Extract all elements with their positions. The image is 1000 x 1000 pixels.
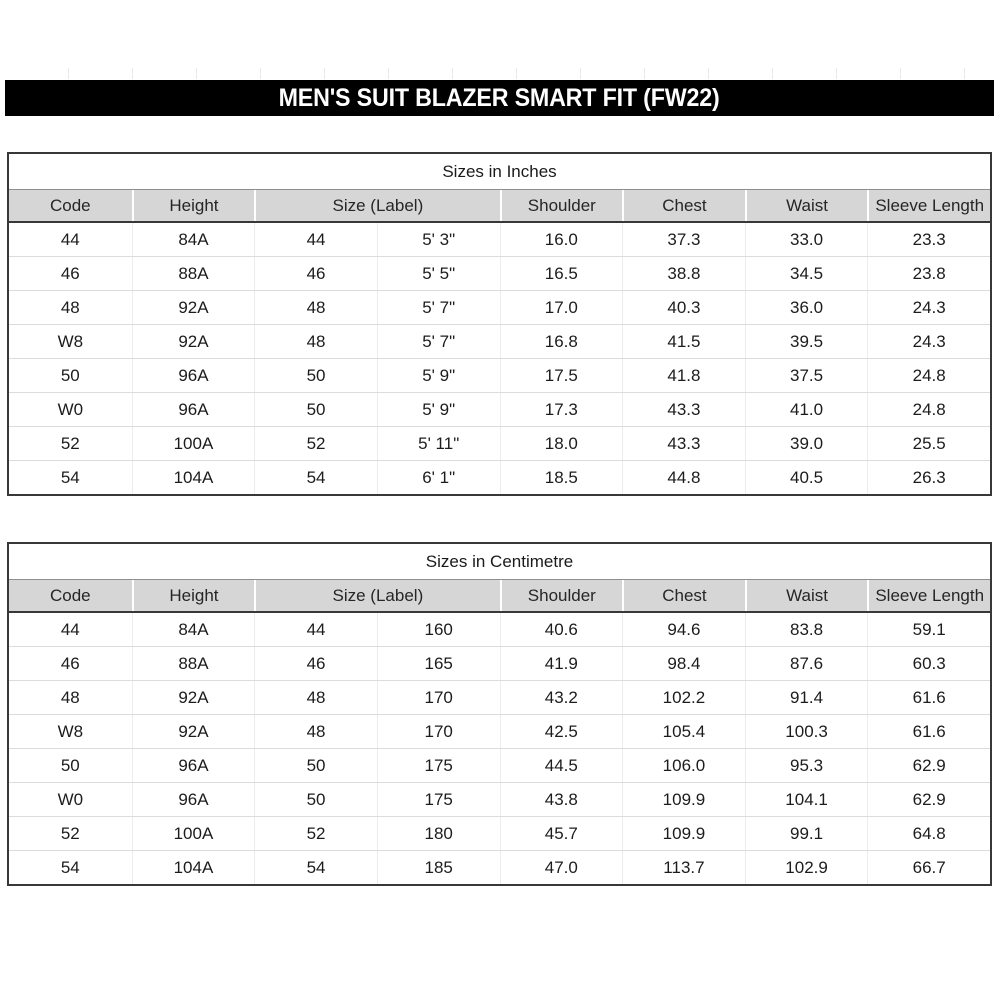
table-cell: 92A — [132, 291, 255, 324]
table-cell: 46 — [60, 263, 80, 283]
table-row — [9, 427, 990, 461]
table-cell: 54 — [60, 467, 80, 487]
spreadsheet-gridline-ticks — [5, 68, 994, 79]
table-cell: 5' 9" — [377, 359, 500, 392]
table-cell: 17.3 — [500, 393, 623, 426]
table-cell: 92A — [132, 715, 255, 748]
table-cell: 50 — [60, 755, 80, 775]
table-row — [9, 715, 990, 749]
table-cell: 92A — [132, 325, 255, 358]
table-cell: 95.3 — [745, 749, 868, 782]
table-cell: 5' 7" — [377, 325, 500, 358]
table-cell: 18.0 — [500, 427, 623, 460]
column-header: Size (Label) — [254, 190, 499, 221]
table-cell: 104.1 — [745, 783, 868, 816]
table-row — [9, 461, 990, 494]
column-header: Height — [132, 580, 255, 611]
table-cell: 16.8 — [500, 325, 623, 358]
table-cell: 5' 11" — [377, 427, 500, 460]
table-cell: 42.5 — [500, 715, 623, 748]
table-cell: 16.0 — [500, 223, 623, 256]
table-cell: W0 — [57, 399, 84, 419]
table-cell: 41.5 — [622, 325, 745, 358]
table-cell: 92A — [132, 681, 255, 714]
table-cell: 50 — [254, 749, 377, 782]
table-cell: 23.3 — [867, 223, 990, 256]
table-cell: 24.3 — [867, 291, 990, 324]
table-cell: 160 — [377, 613, 500, 646]
table-cell: 100A — [132, 427, 255, 460]
table-cell: 52 — [60, 433, 80, 453]
table-cell: W8 — [57, 721, 84, 741]
table-cell: 94.6 — [622, 613, 745, 646]
column-header: Size (Label) — [254, 580, 499, 611]
column-header: Waist — [745, 190, 868, 221]
table-cell: 48 — [60, 297, 80, 317]
table-cell: 48 — [60, 687, 80, 707]
table-cell: 44 — [60, 619, 80, 639]
table-cell: 17.5 — [500, 359, 623, 392]
table-cell: 40.3 — [622, 291, 745, 324]
table-cell: 104A — [132, 851, 255, 884]
column-header: Height — [132, 190, 255, 221]
table-cell: 84A — [132, 613, 255, 646]
table-cell: 100A — [132, 817, 255, 850]
table-cell: 34.5 — [745, 257, 868, 290]
table-cell: 48 — [254, 715, 377, 748]
table-cell: 99.1 — [745, 817, 868, 850]
table-cell: 37.5 — [745, 359, 868, 392]
table-row — [9, 325, 990, 359]
table-cell: 170 — [377, 715, 500, 748]
table-cell: 39.5 — [745, 325, 868, 358]
table-cell: 52 — [254, 427, 377, 460]
table-cell: 175 — [377, 783, 500, 816]
table-cell: 105.4 — [622, 715, 745, 748]
column-header: Chest — [622, 580, 745, 611]
table-cell: 180 — [377, 817, 500, 850]
table-row — [9, 647, 990, 681]
table-cell: 84A — [132, 223, 255, 256]
table-cell: 87.6 — [745, 647, 868, 680]
table-cell: 40.6 — [500, 613, 623, 646]
table-row — [9, 393, 990, 427]
table-cell: 45.7 — [500, 817, 623, 850]
column-header: Code — [49, 195, 91, 215]
table-cell: 48 — [254, 681, 377, 714]
table-sizes-inches — [7, 152, 992, 496]
table-cell: 109.9 — [622, 817, 745, 850]
column-header: Waist — [745, 580, 868, 611]
table-cell: 88A — [132, 257, 255, 290]
table-cell: 91.4 — [745, 681, 868, 714]
table-cell: 66.7 — [867, 851, 990, 884]
table-row — [9, 783, 990, 817]
table-cell: 109.9 — [622, 783, 745, 816]
table-cell: 170 — [377, 681, 500, 714]
table-cell: 40.5 — [745, 461, 868, 494]
table-cell: 175 — [377, 749, 500, 782]
column-header: Sleeve Length — [867, 190, 990, 221]
table-cell: W8 — [57, 331, 84, 351]
table-cell: 41.8 — [622, 359, 745, 392]
table-cell: 43.3 — [622, 393, 745, 426]
table-cell: 88A — [132, 647, 255, 680]
table-cell: 96A — [132, 393, 255, 426]
column-header: Sleeve Length — [867, 580, 990, 611]
banner — [5, 80, 994, 116]
table-cell: 25.5 — [867, 427, 990, 460]
table-cell: 64.8 — [867, 817, 990, 850]
table-cell: 48 — [254, 291, 377, 324]
table-cell: 43.8 — [500, 783, 623, 816]
table-cell: 102.9 — [745, 851, 868, 884]
table-cell: 47.0 — [500, 851, 623, 884]
table-cell: 46 — [60, 653, 80, 673]
table-cell: 50 — [254, 783, 377, 816]
table-cell: 96A — [132, 749, 255, 782]
table-cell: 44 — [254, 223, 377, 256]
table-cell: 37.3 — [622, 223, 745, 256]
table-cell: 83.8 — [745, 613, 868, 646]
table-cell: 43.2 — [500, 681, 623, 714]
table-row — [9, 291, 990, 325]
table-cell: 24.8 — [867, 393, 990, 426]
table-cell: 44 — [60, 229, 80, 249]
table-row — [9, 681, 990, 715]
table-cell: 54 — [254, 461, 377, 494]
table-cell: 36.0 — [745, 291, 868, 324]
table-cell: 165 — [377, 647, 500, 680]
table-row — [9, 613, 990, 647]
table-cell: 46 — [254, 647, 377, 680]
table-cell: 96A — [132, 359, 255, 392]
table-row — [9, 851, 990, 884]
table-cell: 50 — [254, 393, 377, 426]
table-cell: 62.9 — [867, 783, 990, 816]
table-title: Sizes in Centimetre — [9, 544, 990, 580]
table-cell: 61.6 — [867, 681, 990, 714]
table-header-row — [9, 580, 990, 613]
table-cell: 60.3 — [867, 647, 990, 680]
table-header-row — [9, 190, 990, 223]
table-row — [9, 359, 990, 393]
table-cell: 17.0 — [500, 291, 623, 324]
table-cell: 54 — [254, 851, 377, 884]
table-cell: 185 — [377, 851, 500, 884]
table-cell: 113.7 — [622, 851, 745, 884]
table-cell: 59.1 — [867, 613, 990, 646]
table-cell: 52 — [60, 823, 80, 843]
table-cell: 5' 3" — [377, 223, 500, 256]
table-cell: 98.4 — [622, 647, 745, 680]
table-cell: 5' 5" — [377, 257, 500, 290]
column-header: Chest — [622, 190, 745, 221]
table-cell: 38.8 — [622, 257, 745, 290]
table-cell: 96A — [132, 783, 255, 816]
table-cell: 5' 7" — [377, 291, 500, 324]
column-header: Shoulder — [500, 580, 623, 611]
table-cell: 24.3 — [867, 325, 990, 358]
table-cell: 41.0 — [745, 393, 868, 426]
table-cell: 39.0 — [745, 427, 868, 460]
table-row — [9, 817, 990, 851]
table-cell: 23.8 — [867, 257, 990, 290]
table-sizes-centimetre — [7, 542, 992, 886]
table-cell: 100.3 — [745, 715, 868, 748]
table-row — [9, 749, 990, 783]
table-row — [9, 223, 990, 257]
table-cell: 6' 1" — [377, 461, 500, 494]
table-cell: 16.5 — [500, 257, 623, 290]
table-cell: 104A — [132, 461, 255, 494]
column-header: Code — [49, 585, 91, 605]
table-cell: 54 — [60, 857, 80, 877]
table-cell: 41.9 — [500, 647, 623, 680]
column-header: Shoulder — [500, 190, 623, 221]
table-title: Sizes in Inches — [9, 154, 990, 190]
table-cell: W0 — [57, 789, 84, 809]
table-cell: 43.3 — [622, 427, 745, 460]
table-cell: 26.3 — [867, 461, 990, 494]
table-cell: 106.0 — [622, 749, 745, 782]
table-cell: 44 — [254, 613, 377, 646]
table-cell: 18.5 — [500, 461, 623, 494]
table-cell: 24.8 — [867, 359, 990, 392]
table-cell: 52 — [254, 817, 377, 850]
table-cell: 33.0 — [745, 223, 868, 256]
table-cell: 5' 9" — [377, 393, 500, 426]
table-cell: 61.6 — [867, 715, 990, 748]
table-cell: 50 — [60, 365, 80, 385]
table-cell: 44.5 — [500, 749, 623, 782]
table-row — [9, 257, 990, 291]
table-cell: 48 — [254, 325, 377, 358]
table-cell: 102.2 — [622, 681, 745, 714]
table-cell: 50 — [254, 359, 377, 392]
table-cell: 44.8 — [622, 461, 745, 494]
table-cell: 46 — [254, 257, 377, 290]
table-cell: 62.9 — [867, 749, 990, 782]
banner-title: MEN'S SUIT BLAZER SMART FIT (FW22) — [279, 83, 720, 112]
